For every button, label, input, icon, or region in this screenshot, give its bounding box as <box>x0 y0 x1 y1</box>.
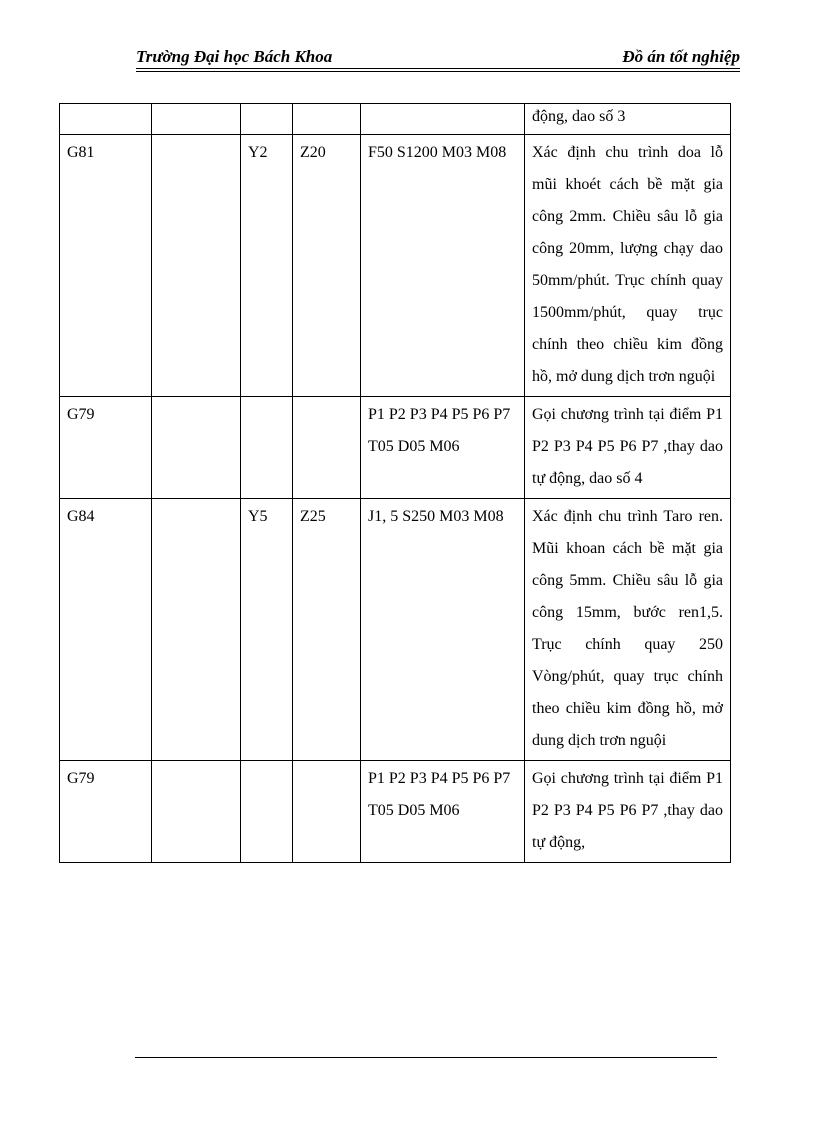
table-row <box>60 135 731 397</box>
cell-z: Z20 <box>293 135 361 397</box>
cell-x <box>152 104 241 135</box>
cell-y <box>241 761 293 863</box>
footer-rule <box>135 1057 717 1058</box>
cell-x <box>152 499 241 761</box>
table-row <box>60 499 731 761</box>
cell-z: Z25 <box>293 499 361 761</box>
cell-params: J1, 5 S250 M03 M08 <box>361 499 525 761</box>
cell-description: Gọi chương trình tại điểm P1 P2 P3 P4 P5 P6 P7 ,thay dao tự động, <box>525 761 731 863</box>
cell-gcode: G81 <box>60 135 152 397</box>
cell-z <box>293 761 361 863</box>
cell-params: P1 P2 P3 P4 P5 P6 P7 T05 D05 M06 <box>361 761 525 863</box>
cell-gcode <box>60 104 152 135</box>
cell-gcode: G79 <box>60 397 152 499</box>
cell-description: Xác định chu trình doa lỗ mũi khoét cách bề mặt gia công 2mm. Chiều sâu lỗ gia công 20mm, lượng chạy dao 50mm/phút. Trục chính quay 1500mm/phút, quay trục chính theo chiều kim đồng hồ, mở dung dịch trơn nguội <box>525 135 731 397</box>
cell-z <box>293 104 361 135</box>
cnc-program-table <box>59 103 731 863</box>
page-header <box>136 44 740 70</box>
cell-gcode: G84 <box>60 499 152 761</box>
table-row <box>60 104 731 135</box>
header-document-type: Đồ án tốt nghiệp <box>622 47 740 66</box>
cell-y <box>241 397 293 499</box>
cell-description: Gọi chương trình tại điểm P1 P2 P3 P4 P5 P6 P7 ,thay dao tự động, dao số 4 <box>525 397 731 499</box>
cell-params: P1 P2 P3 P4 P5 P6 P7 T05 D05 M06 <box>361 397 525 499</box>
cell-y: Y5 <box>241 499 293 761</box>
cell-params: F50 S1200 M03 M08 <box>361 135 525 397</box>
cell-x <box>152 397 241 499</box>
cell-x <box>152 761 241 863</box>
cell-z <box>293 397 361 499</box>
cell-description: động, dao số 3 <box>525 104 731 135</box>
cell-y <box>241 104 293 135</box>
cell-y: Y2 <box>241 135 293 397</box>
header-rule-double <box>136 71 740 72</box>
cell-gcode: G79 <box>60 761 152 863</box>
header-rule <box>136 68 740 69</box>
table-row <box>60 397 731 499</box>
header-school: Trường Đại học Bách Khoa <box>136 47 333 66</box>
cell-description: Xác định chu trình Taro ren. Mũi khoan cách bề mặt gia công 5mm. Chiều sâu lỗ gia công 15mm, bước ren1,5. Trục chính quay 250 Vòng/phút, quay trục chính theo chiều kim đồng hồ, mở dung dịch trơn nguội <box>525 499 731 761</box>
cell-x <box>152 135 241 397</box>
table-row <box>60 761 731 863</box>
cell-params <box>361 104 525 135</box>
